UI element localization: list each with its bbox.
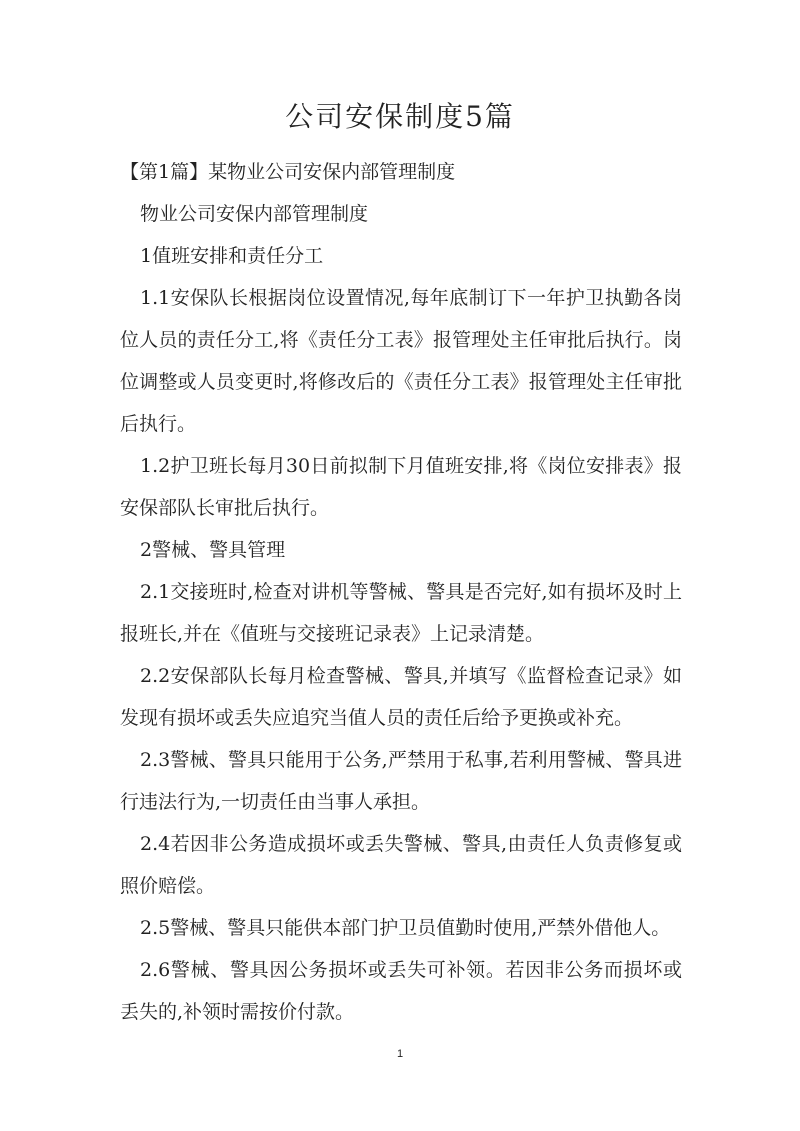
paragraph: 2.6警械、警具因公务损坏或丢失可补领。若因非公务而损坏或丢失的,补领时需按价付款。 xyxy=(120,959,682,1023)
paragraph: 1值班安排和责任分工 xyxy=(140,245,324,267)
paragraph: 2.5警械、警具只能供本部门护卫员值勤时使用,严禁外借他人。 xyxy=(140,917,671,939)
paragraph: 2警械、警具管理 xyxy=(140,539,286,561)
paragraph: 物业公司安保内部管理制度 xyxy=(140,203,369,225)
paragraph: 1.1安保队长根据岗位设置情况,每年底制订下一年护卫执勤各岗位人员的责任分工,将《责任分工表》报管理处主任审批后执行。岗位调整或人员变更时,将修改后的《责任分工表》报管理处主任审批后执行。 xyxy=(120,287,682,435)
paragraph: 【第1篇】某物业公司安保内部管理制度 xyxy=(120,161,456,183)
paragraph: 2.4若因非公务造成损坏或丢失警械、警具,由责任人负责修复或照价赔偿。 xyxy=(120,833,682,897)
document-title: 公司安保制度5篇 xyxy=(285,100,515,133)
paragraph: 2.2安保部队长每月检查警械、警具,并填写《监督检查记录》如发现有损坏或丢失应追究当值人员的责任后给予更换或补充。 xyxy=(120,665,682,729)
paragraph: 2.3警械、警具只能用于公务,严禁用于私事,若利用警械、警具进行违法行为,一切责任由当事人承担。 xyxy=(120,749,682,813)
page-number: 1 xyxy=(396,1048,404,1060)
paragraph: 2.1交接班时,检查对讲机等警械、警具是否完好,如有损坏及时上报班长,并在《值班与交接班记录表》上记录清楚。 xyxy=(120,581,682,645)
paragraph: 1.2护卫班长每月30日前拟制下月值班安排,将《岗位安排表》报安保部队长审批后执行。 xyxy=(120,455,682,519)
document-body xyxy=(120,151,682,1033)
